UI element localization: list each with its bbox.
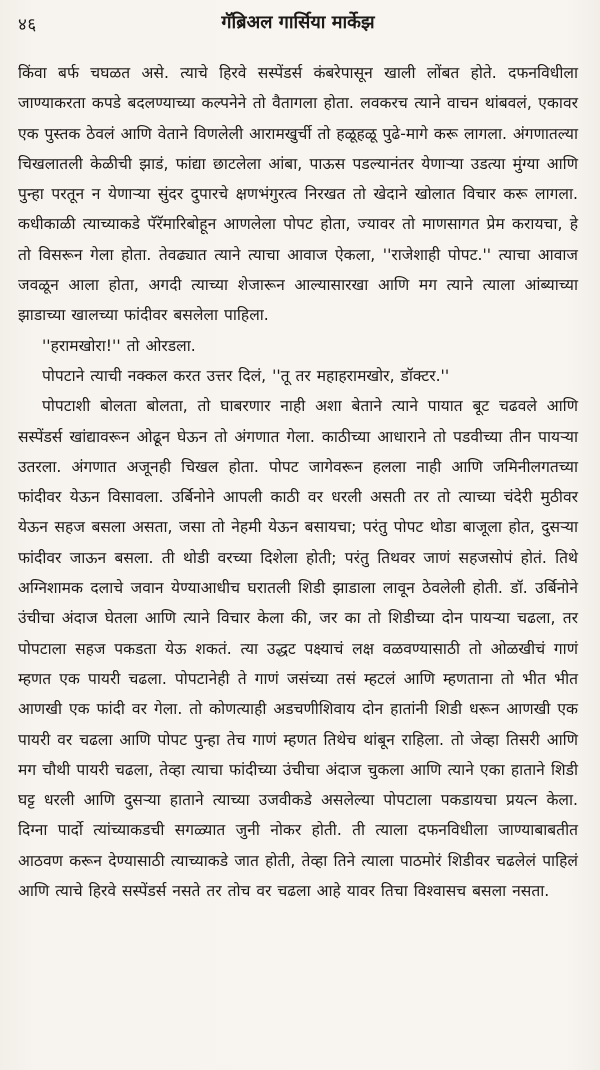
running-head — [18, 4, 578, 38]
paragraph-1: किंवा बर्फ चघळत असे. त्याचे हिरवे सस्पेंडर्स कंबरेपासून खाली लोंबत होते. दफनविधीला जाण्याकरता कपडे बदलण्याच्या कल्पनेने तो वैतागला होता. लवकरच त्याने वाचन थांबवलं, एकावर एक पुस्तक ठेवलं आणि वेताने विणलेली आरामखुर्ची तो हळूहळू पुढे-मागे करू लागला. अंगणातल्या चिखलातली केळीची झाडं, फांद्या छाटलेला आंबा, पाऊस पडल्यानंतर येणाऱ्या उडत्या मुंग्या आणि पुन्हा परतून न येणाऱ्या सुंदर दुपारचे क्षणभंगुरत्व निरखत तो खेदाने खोलात विचार करू लागला. कधीकाळी त्याच्याकडे पॅरॅमारिबोहून आणलेला पोपट होता, ज्यावर तो माणसागत प्रेम करायचा, हे तो विसरून गेला होता. तेवढ्यात त्याने त्याचा आवाज ऐकला, ''राजेशाही पोपट.'' त्याचा आवाज जवळून आला होता, अगदी त्याच्या शेजारून आल्यासारखा आणि मग त्याने त्याला आंब्याच्या झाडाच्या खालच्या फांदीवर बसलेला पाहिला. — [18, 64, 578, 325]
text-body — [18, 58, 578, 906]
page-number: ४६ — [18, 15, 37, 35]
paragraph-4: पोपटाशी बोलता बोलता, तो घाबरणार नाही अशा बेताने त्याने पायात बूट चढवले आणि सस्पेंडर्स खांद्यावरून ओढून घेऊन तो अंगणात गेला. काठीच्या आधाराने तो पडवीच्या तीन पायऱ्या उतरला. अंगणात अजूनही चिखल होता. पोपट जागेवरून हलला नाही आणि जमिनीलगतच्या फांदीवर येऊन विसावला. उर्बिनोने आपली काठी वर धरली असती तर तो त्याच्या चंदेरी मुठीवर येऊन सहज बसला असता, जसा तो नेहमी येऊन बसायचा; परंतु पोपट थोडा बाजूला होत, दुसऱ्या फांदीवर जाऊन बसला. ती थोडी वरच्या दिशेला होती; परंतु तिथवर जाणं सहजसोपं होतं. तिथे अग्निशामक दलाचे जवान येण्याआधीच घरातली शिडी झाडाला लावून ठेवलेली होती. डॉ. उर्बिनोने उंचीचा अंदाज घेतला आणि त्याने विचार केला की, जर का तो शिडीच्या दोन पायऱ्या चढला, तर पोपटाला सहज पकडता येऊ शकतं. त्या उद्धट पक्ष्याचं लक्ष वळवण्यासाठी तो ओळखीचं गाणं म्हणत एक पायरी चढला. पोपटानेही ते गाणं जसंच्या तसं म्हटलं आणि म्हणताना तो भीत भीत आणखी एक फांदी वर गेला. तो कोणत्याही अडचणीशिवाय दोन हातांनी शिडी धरून आणखी एक पायरी वर चढला आणि पोपट पुन्हा तेच गाणं म्हणत तिथेच थांबून राहिला. तो जेव्हा तिसरी आणि मग चौथी पायरी चढला, तेव्हा त्याचा फांदीच्या उंचीचा अंदाज चुकला आणि त्याने एका हाताने शिडी घट्ट धरली आणि दुसऱ्या हाताने त्याच्या उजवीकडे असलेल्या पोपटाला पकडायचा प्रयत्न केला. दिग्ना पार्दो त्यांच्याकडची सगळ्यात जुनी नोकर होती. ती त्याला दफनविधीला जाण्याबाबतीत आठवण करून देण्यासाठी त्याच्याकडे जात होती, तेव्हा तिने त्याला पाठमोरं शिडीवर चढलेलं पाहिलं आणि त्याचे हिरवे सस्पेंडर्स नसते तर तोच वर चढला आहे यावर तिचा विश्वासच बसला नसता. — [18, 397, 578, 901]
paragraph-2: ''हरामखोरा!'' तो ओरडला. — [42, 336, 196, 355]
running-head-author: गॅब्रिअल गार्सिया मार्केझ — [221, 12, 375, 33]
paragraph-3: पोपटाने त्याची नक्कल करत उत्तर दिलं, ''तू तर महाहरामखोर, डॉक्टर.'' — [42, 366, 450, 385]
